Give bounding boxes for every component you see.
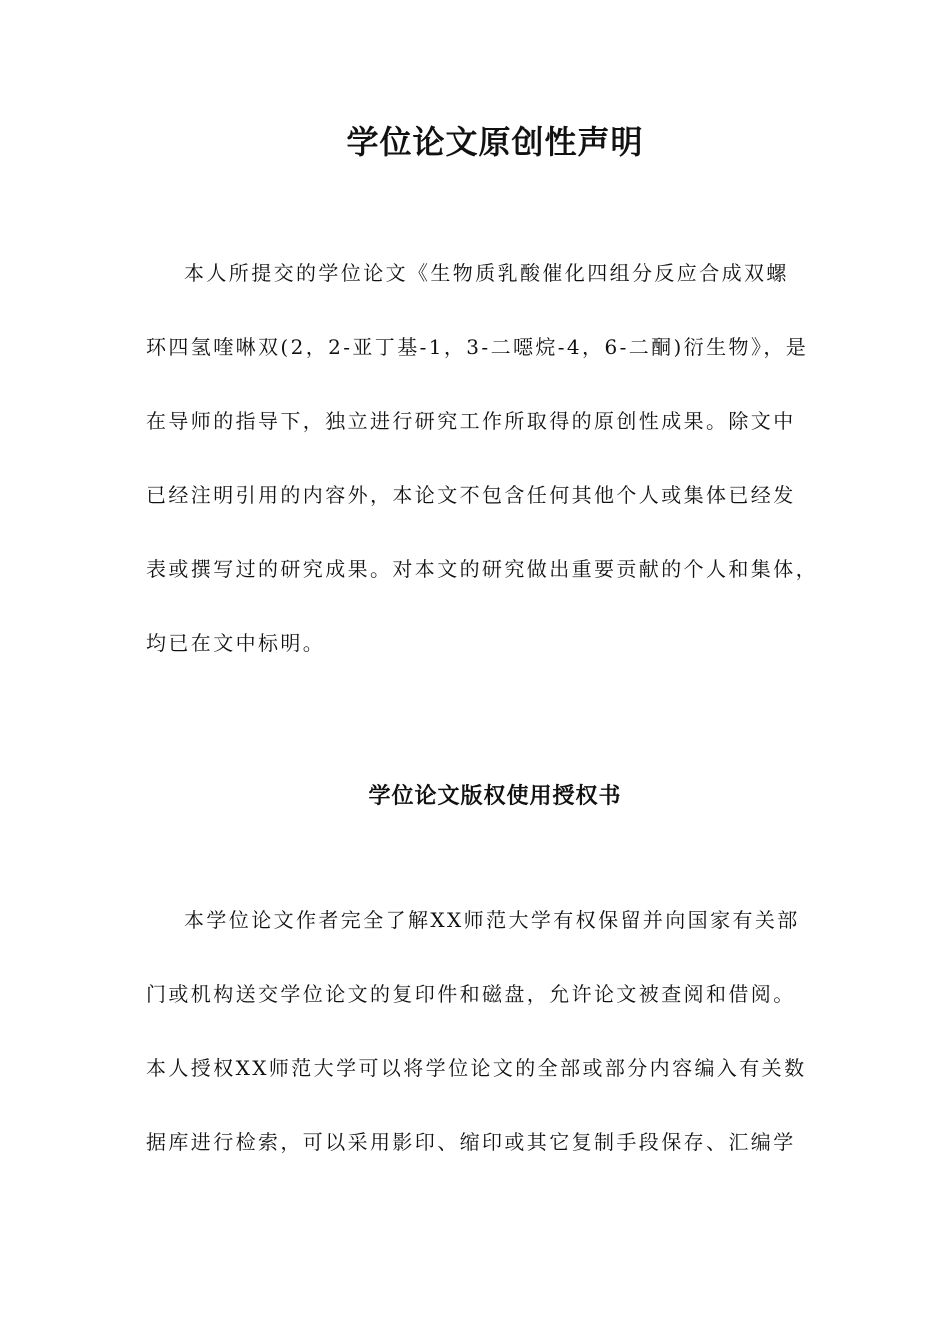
copyright-paragraph: [146, 883, 826, 1179]
paragraph-line: 均已在文中标明。: [146, 631, 326, 655]
paragraph-line: 据库进行检索，可以采用影印、缩印或其它复制手段保存、汇编学: [146, 1130, 796, 1154]
declaration-title: 学位论文原创性声明: [346, 123, 644, 161]
paragraph-line: 本人授权XX师范大学可以将学位论文的全部或部分内容编入有关数: [146, 1056, 807, 1080]
paragraph-line: 本学位论文作者完全了解XX师范大学有权保留并向国家有关部: [184, 908, 800, 932]
paragraph-line: 在导师的指导下，独立进行研究工作所取得的原创性成果。除文中: [146, 409, 796, 433]
paragraph-line: 门或机构送交学位论文的复印件和磁盘，允许论文被查阅和借阅。: [146, 982, 796, 1006]
copyright-title: 学位论文版权使用授权书: [368, 784, 622, 809]
paragraph-line: 本人所提交的学位论文《生物质乳酸催化四组分反应合成双螺: [184, 261, 789, 285]
paragraph-line: 环四氢喹啉双(2，2-亚丁基-1，3-二噁烷-4，6-二酮)衍生物》，是: [146, 335, 809, 359]
declaration-paragraph: [146, 236, 826, 680]
paragraph-line: 表或撰写过的研究成果。对本文的研究做出重要贡献的个人和集体，: [146, 557, 818, 581]
paragraph-line: 已经注明引用的内容外，本论文不包含任何其他个人或集体已经发: [146, 483, 796, 507]
